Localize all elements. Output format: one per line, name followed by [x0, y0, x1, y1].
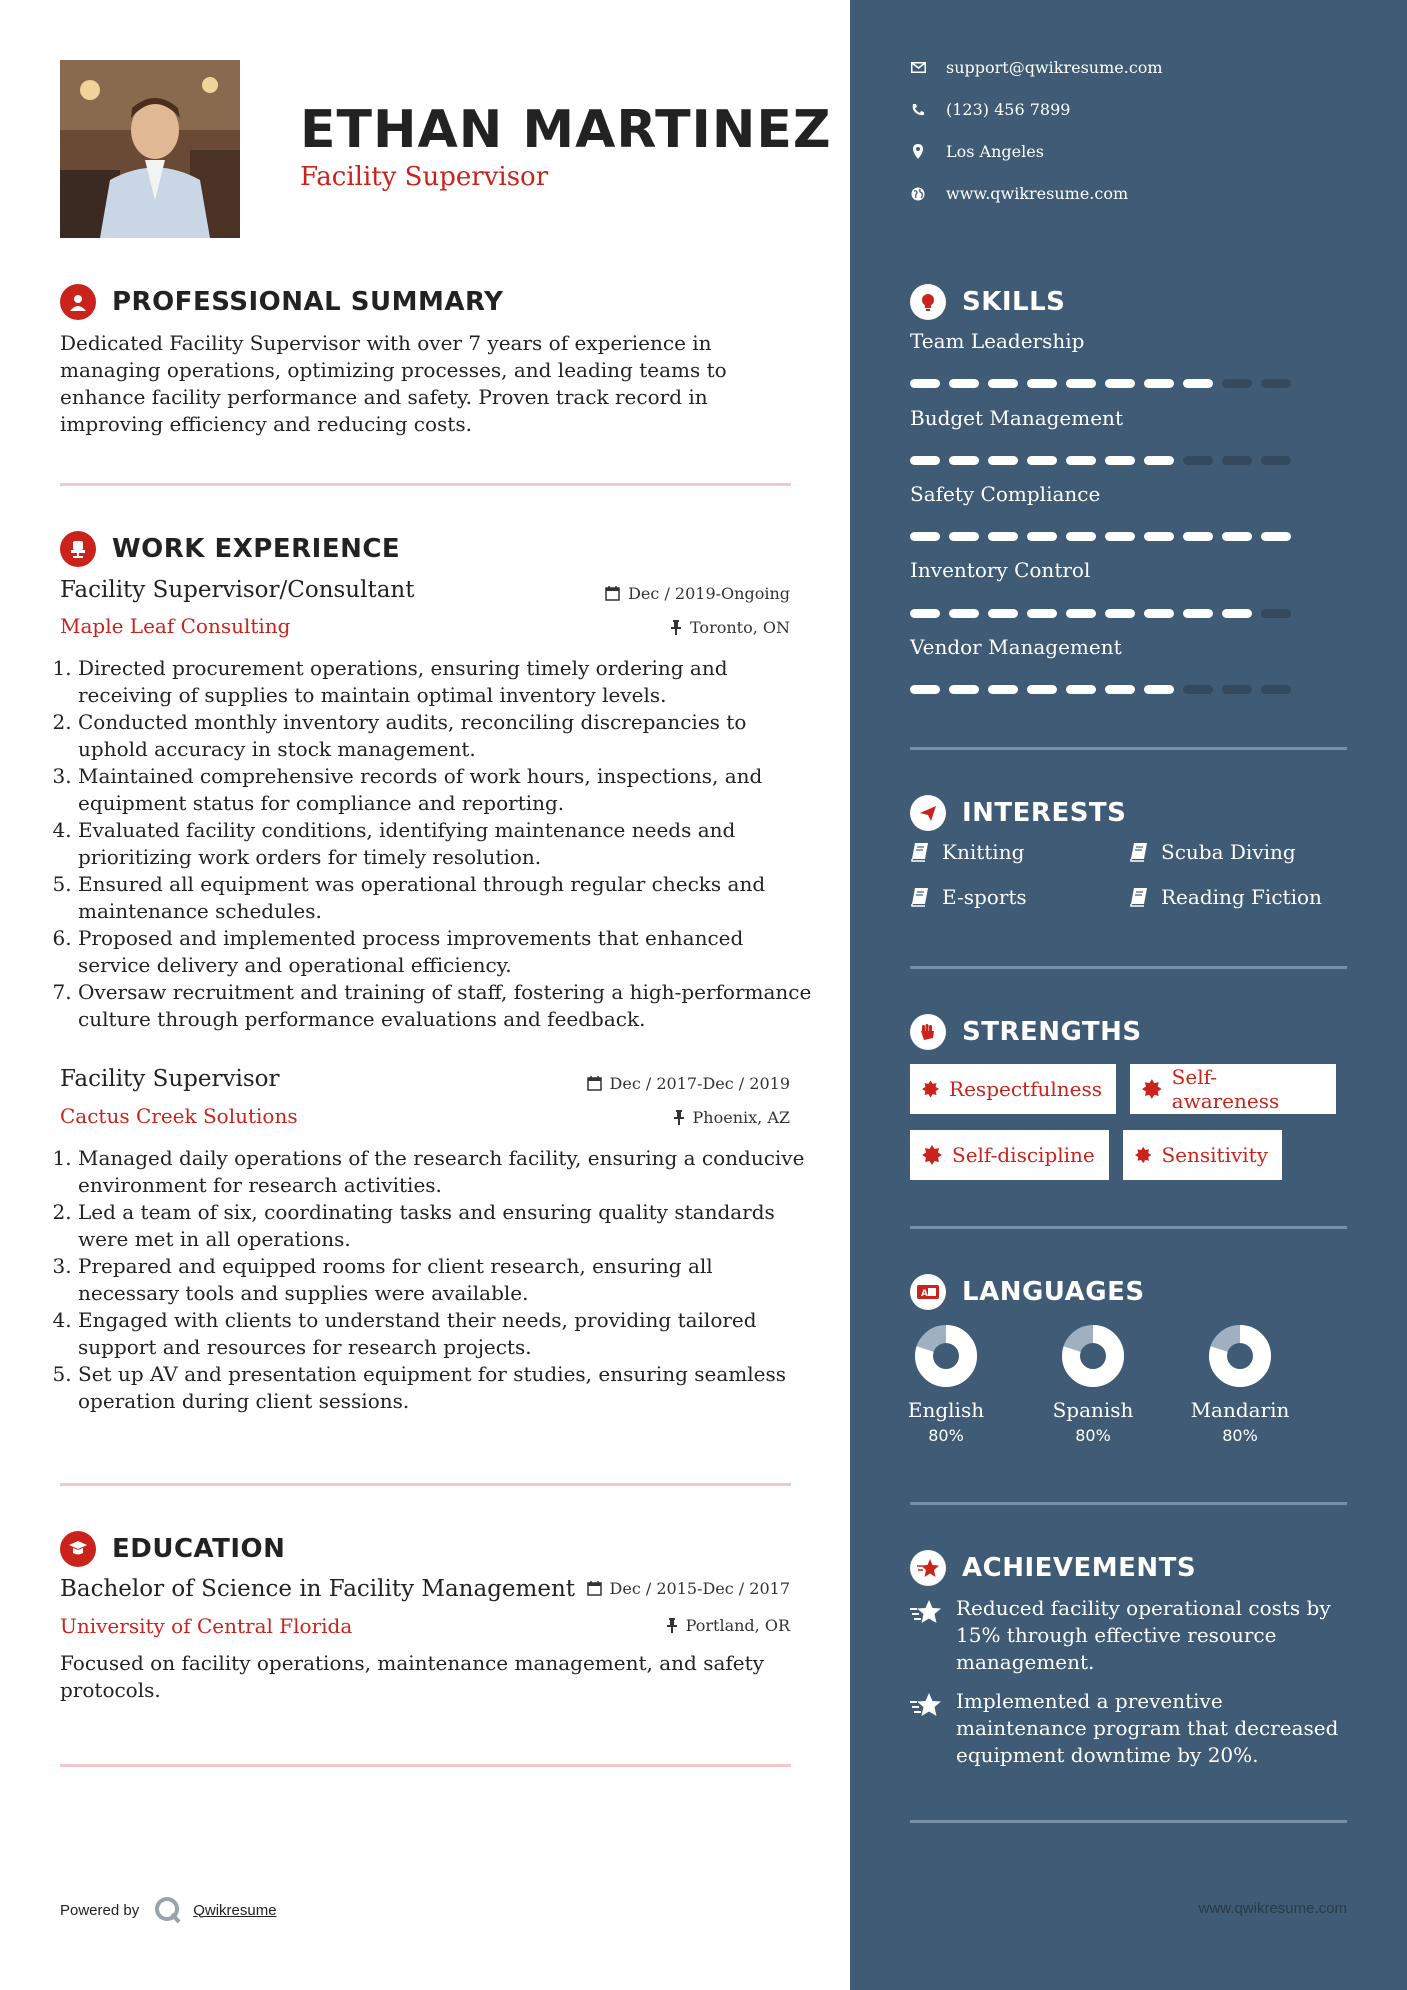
achievement-text: Implemented a preventive maintenance program that decreased equipment downtime by 20%.: [956, 1689, 1339, 1767]
education-location: [666, 1616, 790, 1635]
skill-segment-filled: [949, 456, 979, 465]
job-location: [670, 618, 790, 637]
divider: [60, 1764, 791, 1767]
skill-segment-filled: [988, 532, 1018, 541]
language-percent: 80%: [1222, 1426, 1258, 1445]
skill-segment-filled: [910, 532, 940, 541]
job-location-text: Phoenix, AZ: [692, 1108, 790, 1127]
qwikresume-logo-icon: [153, 1895, 183, 1925]
skill-segment-filled: [1066, 609, 1096, 618]
skill-segment-empty: [1222, 379, 1252, 388]
contact-phone: [910, 100, 1070, 119]
interest-item: [1129, 885, 1322, 909]
profile-photo: [60, 60, 240, 238]
skill-rating: [910, 685, 1300, 694]
company-name: Cactus Creek Solutions: [60, 1104, 298, 1128]
strength-chip: [1130, 1064, 1336, 1114]
language-name: Mandarin: [1190, 1398, 1290, 1422]
skill-segment-filled: [910, 456, 940, 465]
skills-heading: [910, 284, 1065, 320]
skill-name: Vendor Management: [910, 635, 1122, 659]
graduate-icon: [60, 1531, 96, 1567]
experience-title: WORK EXPERIENCE: [112, 534, 401, 564]
skill-segment-empty: [1183, 685, 1213, 694]
list-item: 6. Proposed and implemented process improvements that enhanced service delivery and operational efficiency.: [78, 925, 818, 979]
book-icon: [910, 887, 930, 907]
language-proficiency-chart: [1208, 1324, 1272, 1388]
education-date: [587, 1579, 790, 1598]
skill-rating: [910, 379, 1300, 388]
skills-title: SKILLS: [962, 287, 1066, 317]
interest-label: E-sports: [942, 885, 1027, 909]
job-location: [673, 1108, 790, 1127]
strength-label: Self-awareness: [1171, 1065, 1280, 1113]
badge-icon: [1142, 1079, 1162, 1099]
strength-chip: [910, 1130, 1109, 1180]
skill-segment-filled: [1183, 532, 1213, 541]
language-item: [886, 1324, 1006, 1445]
candidate-role: Facility Supervisor: [300, 162, 549, 192]
contact-location: [910, 142, 1044, 161]
qwikresume-link[interactable]: Qwikresume: [193, 1901, 277, 1919]
lightbulb-icon: [910, 284, 946, 320]
interest-item: [910, 840, 1024, 864]
skill-segment-filled: [1105, 685, 1135, 694]
chair-icon: [60, 531, 96, 567]
pin-icon: [666, 1618, 678, 1633]
website-text[interactable]: www.qwikresume.com: [946, 184, 1129, 203]
job-responsibilities: [60, 655, 818, 1033]
skill-segment-filled: [1105, 609, 1135, 618]
skill-segment-filled: [949, 685, 979, 694]
skill-segment-filled: [1066, 379, 1096, 388]
job-date: [587, 1074, 790, 1093]
strengths-title: STRENGTHS: [962, 1017, 1142, 1047]
list-item: 3. Prepared and equipped rooms for client research, ensuring all necessary tools and supplies were available.: [78, 1253, 818, 1307]
interest-label: Reading Fiction: [1161, 885, 1322, 909]
list-item: 7. Oversaw recruitment and training of staff, fostering a high-performance culture through performance evaluations and feedback.: [78, 979, 818, 1033]
language-percent: 80%: [928, 1426, 964, 1445]
skill-segment-filled: [1183, 379, 1213, 388]
job-title: Facility Supervisor: [60, 1066, 280, 1092]
calendar-icon: [587, 1581, 602, 1596]
interests-title: INTERESTS: [962, 798, 1127, 828]
divider: [910, 1502, 1347, 1505]
skill-segment-filled: [1261, 532, 1291, 541]
location-text: Los Angeles: [946, 142, 1044, 161]
map-marker-icon: [913, 144, 923, 159]
translate-icon: [910, 1274, 946, 1310]
skill-segment-filled: [1066, 532, 1096, 541]
skill-segment-filled: [1027, 456, 1057, 465]
list-item: 4. Evaluated facility conditions, identifying maintenance needs and prioritizing work orders for timely resolution.: [78, 817, 818, 871]
phone-text: (123) 456 7899: [946, 100, 1071, 119]
powered-by-label: Powered by: [60, 1901, 140, 1919]
experience-heading: [60, 531, 400, 567]
interest-label: Scuba Diving: [1161, 840, 1296, 864]
language-name: Spanish: [1052, 1398, 1134, 1422]
language-name: English: [907, 1398, 985, 1422]
education-date-text: Dec / 2015-Dec / 2017: [609, 1579, 790, 1598]
footer-site[interactable]: www.qwikresume.com: [1198, 1900, 1347, 1917]
summary-text: Dedicated Facility Supervisor with over 7 years of experience in managing operations, optimizing processes, and leading teams to enhance facility performance and safety. Proven track record in improving efficiency and reducing costs.: [60, 331, 727, 436]
list-item: 5. Set up AV and presentation equipment for studies, ensuring seamless operation during client sessions.: [78, 1361, 818, 1415]
interests-heading: [910, 795, 1126, 831]
language-item: [1033, 1324, 1153, 1445]
star-icon: [910, 1599, 942, 1625]
skill-segment-filled: [1105, 456, 1135, 465]
skill-segment-filled: [1222, 532, 1252, 541]
education-location-text: Portland, OR: [685, 1616, 790, 1635]
star-icon: [910, 1550, 946, 1586]
divider: [910, 1226, 1347, 1229]
skill-name: Budget Management: [910, 406, 1123, 430]
skill-segment-empty: [1183, 456, 1213, 465]
calendar-icon: [587, 1076, 602, 1091]
divider: [910, 1820, 1347, 1823]
skill-segment-empty: [1261, 379, 1291, 388]
interest-label: Knitting: [942, 840, 1025, 864]
envelope-icon: [911, 62, 926, 73]
skill-rating: [910, 456, 1300, 465]
skill-segment-filled: [1222, 609, 1252, 618]
paper-plane-icon: [910, 795, 946, 831]
divider: [910, 747, 1347, 750]
skill-segment-filled: [988, 456, 1018, 465]
divider: [910, 966, 1347, 969]
language-proficiency-chart: [1061, 1324, 1125, 1388]
skill-segment-filled: [1144, 532, 1174, 541]
skill-segment-empty: [1261, 685, 1291, 694]
interest-item: [910, 885, 1027, 909]
contact-email: [910, 58, 1163, 77]
skill-segment-filled: [910, 609, 940, 618]
pin-icon: [670, 620, 682, 635]
skill-segment-filled: [1066, 685, 1096, 694]
skill-rating: [910, 532, 1300, 541]
list-item: 2. Led a team of six, coordinating tasks and ensuring quality standards were met in all operations.: [78, 1199, 818, 1253]
sidebar: [850, 0, 1407, 1990]
skill-segment-filled: [910, 685, 940, 694]
user-icon: [60, 284, 96, 320]
strength-chip: [1123, 1130, 1282, 1180]
job-location-text: Toronto, ON: [690, 618, 790, 637]
proficiency-hole: [1081, 1344, 1105, 1368]
achievements-heading: [910, 1550, 1196, 1586]
skill-rating: [910, 609, 1300, 618]
languages-heading: [910, 1274, 1145, 1310]
skill-segment-filled: [988, 609, 1018, 618]
book-icon: [1129, 842, 1149, 862]
skill-segment-empty: [1261, 609, 1291, 618]
globe-icon: [911, 187, 925, 201]
contact-website: [910, 184, 1128, 203]
badge-icon: [922, 1145, 942, 1165]
skill-segment-filled: [1027, 685, 1057, 694]
languages-title: LANGUAGES: [962, 1277, 1145, 1307]
job-responsibilities: [60, 1145, 818, 1415]
summary-heading: [60, 284, 503, 320]
skill-segment-filled: [1027, 379, 1057, 388]
education-description: Focused on facility operations, maintenance management, and safety protocols.: [60, 1651, 764, 1702]
divider: [60, 483, 791, 486]
skill-segment-filled: [1144, 379, 1174, 388]
skill-segment-filled: [1144, 609, 1174, 618]
job-date: [605, 584, 790, 603]
star-icon: [910, 1692, 942, 1718]
proficiency-hole: [934, 1344, 958, 1368]
skill-segment-filled: [988, 379, 1018, 388]
list-item: 1. Managed daily operations of the research facility, ensuring a conducive environment for research activities.: [78, 1145, 818, 1199]
badge-icon: [922, 1079, 939, 1099]
job-title: Facility Supervisor/Consultant: [60, 577, 415, 603]
strength-label: Sensitivity: [1161, 1143, 1268, 1167]
powered-by: [60, 1895, 277, 1925]
achievement-text: Reduced facility operational costs by 15% through effective resource management.: [956, 1596, 1331, 1674]
divider: [60, 1483, 791, 1486]
skill-segment-empty: [1222, 456, 1252, 465]
svg-text:A: A: [921, 1289, 928, 1299]
skill-segment-empty: [1222, 685, 1252, 694]
book-icon: [1129, 887, 1149, 907]
job-date-text: Dec / 2019-Ongoing: [628, 584, 790, 603]
strengths-heading: [910, 1014, 1142, 1050]
strength-label: Self-discipline: [952, 1143, 1095, 1167]
summary-title: PROFESSIONAL SUMMARY: [112, 287, 504, 317]
calendar-icon: [605, 586, 620, 601]
list-item: 4. Engaged with clients to understand their needs, providing tailored support and resources for research projects.: [78, 1307, 818, 1361]
skill-segment-filled: [949, 532, 979, 541]
candidate-name: ETHAN MARTINEZ: [300, 100, 832, 160]
skill-segment-filled: [988, 685, 1018, 694]
skill-segment-filled: [910, 379, 940, 388]
skill-name: Team Leadership: [910, 329, 1085, 353]
list-item: 2. Conducted monthly inventory audits, reconciling discrepancies to uphold accuracy in stock management.: [78, 709, 818, 763]
skill-segment-filled: [1183, 609, 1213, 618]
language-proficiency-chart: [914, 1324, 978, 1388]
list-item: 5. Ensured all equipment was operational through regular checks and maintenance schedules.: [78, 871, 818, 925]
strength-label: Respectfulness: [949, 1077, 1102, 1101]
fist-icon: [910, 1014, 946, 1050]
skill-name: Inventory Control: [910, 558, 1091, 582]
language-item: [1180, 1324, 1300, 1445]
proficiency-hole: [1228, 1344, 1252, 1368]
education-title: EDUCATION: [112, 1534, 286, 1564]
skill-name: Safety Compliance: [910, 482, 1101, 506]
skill-segment-filled: [1066, 456, 1096, 465]
badge-icon: [1135, 1145, 1151, 1165]
job-date-text: Dec / 2017-Dec / 2019: [609, 1074, 790, 1093]
company-name: Maple Leaf Consulting: [60, 614, 291, 638]
skill-segment-filled: [1027, 609, 1057, 618]
achievement-item: [910, 1688, 1350, 1769]
skill-segment-filled: [1144, 685, 1174, 694]
degree-title: Bachelor of Science in Facility Management: [60, 1576, 576, 1602]
achievement-item: [910, 1595, 1350, 1676]
skill-segment-filled: [949, 609, 979, 618]
list-item: 1. Directed procurement operations, ensuring timely ordering and receiving of supplies to maintain optimal inventory levels.: [78, 655, 818, 709]
strength-chip: [910, 1064, 1116, 1114]
skill-segment-filled: [1144, 456, 1174, 465]
education-heading: [60, 1531, 285, 1567]
language-percent: 80%: [1075, 1426, 1111, 1445]
phone-icon: [911, 103, 925, 117]
skill-segment-filled: [1105, 532, 1135, 541]
list-item: 3. Maintained comprehensive records of work hours, inspections, and equipment status for compliance and reporting.: [78, 763, 818, 817]
skill-segment-filled: [949, 379, 979, 388]
achievements-title: ACHIEVEMENTS: [962, 1553, 1197, 1583]
skill-segment-filled: [1105, 379, 1135, 388]
skill-segment-filled: [1027, 532, 1057, 541]
pin-icon: [673, 1110, 685, 1125]
school-name: University of Central Florida: [60, 1614, 353, 1638]
email-text[interactable]: support@qwikresume.com: [946, 58, 1163, 77]
book-icon: [910, 842, 930, 862]
interest-item: [1129, 840, 1296, 864]
skill-segment-empty: [1261, 456, 1291, 465]
